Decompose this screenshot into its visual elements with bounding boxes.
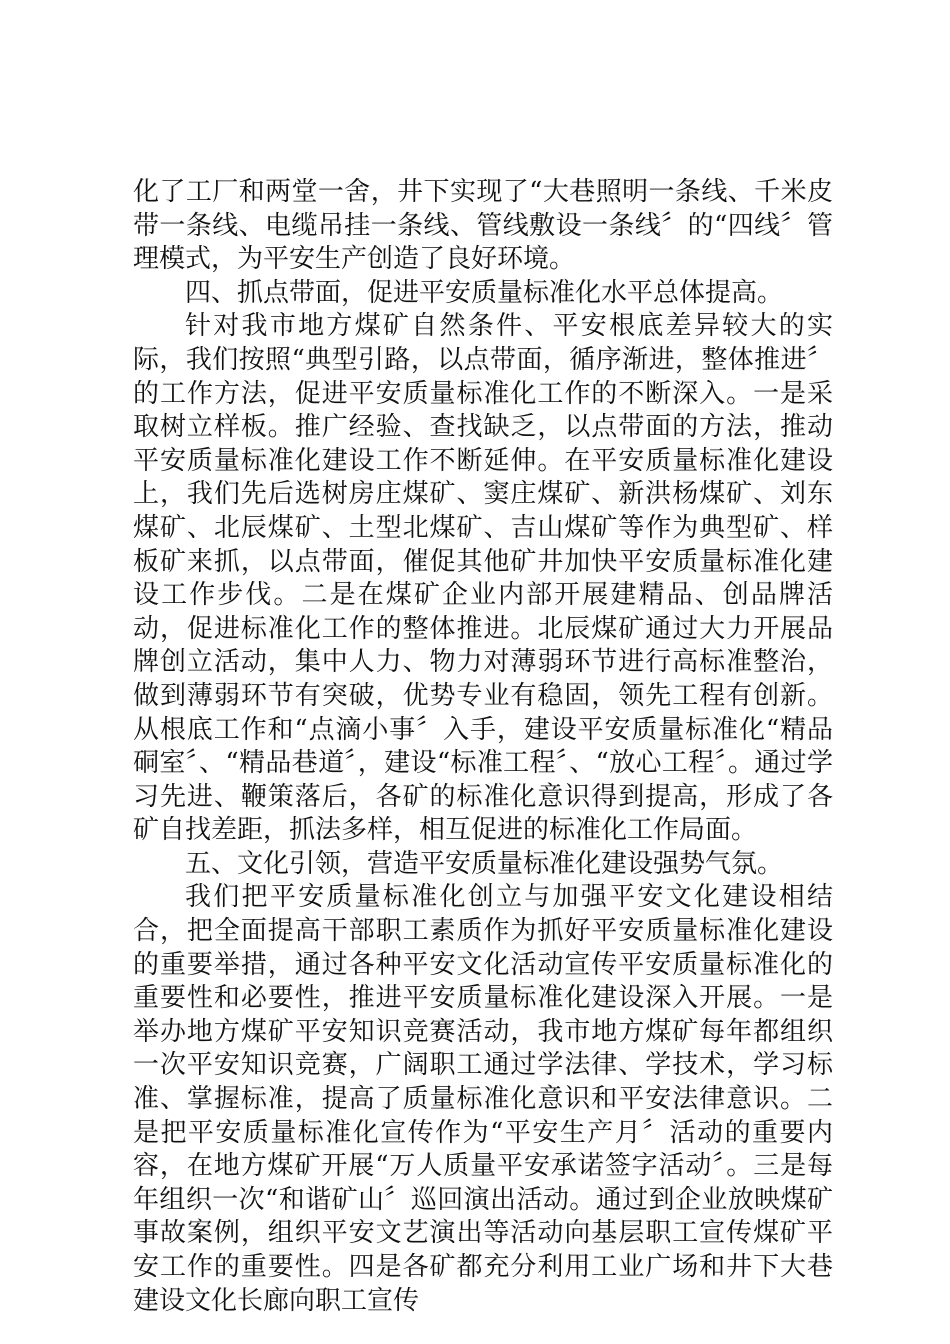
section-heading-five: 五、文化引领，营造平安质量标准化建设强势气氛。 xyxy=(185,848,784,879)
section-heading-four: 四、抓点带面，促进平安质量标准化水平总体提高。 xyxy=(185,277,784,308)
paragraph-section-five: 我们把平安质量标准化创立与加强平安文化建设相结合，把全面提高干部职工素质作为抓好平安质量标准化建设的重要举措，通过各种平安文化活动宣传平安质量标准化的重要性和必要性，推进平安质量标准化建设深入开展。一是举办地方煤矿平安知识竞赛活动，我市地方煤矿每年都组织一次平安知识竞赛，广阔职工通过学法律、学技术，学习标准、掌握标准，提高了质量标准化意识和平安法律意识。二是把平安质量标准化宣传作为“平安生产月〞活动的重要内容，在地方煤矿开展“万人质量平安承诺签字活动〞。三是每年组织一次“和谐矿山〞巡回演出活动。通过到企业放映煤矿事故案例，组织平安文艺演出等活动向基层职工宣传煤矿平安工作的重要性。四是各矿都充分利用工业广场和井下大巷建设文化长廊向职工宣传 xyxy=(133,882,833,1316)
paragraph-section-four: 针对我市地方煤矿自然条件、平安根底差异较大的实际，我们按照“典型引路，以点带面，循序渐进，整体推进〞的工作方法，促进平安质量标准化工作的不断深入。一是采取树立样板。推广经验、查找缺乏，以点带面的方法，推动平安质量标准化建设工作不断延伸。在平安质量标准化建设上，我们先后选树房庄煤矿、窦庄煤矿、新洪杨煤矿、刘东煤矿、北辰煤矿、土型北煤矿、吉山煤矿等作为典型矿、样板矿来抓，以点带面，催促其他矿井加快平安质量标准化建设工作步伐。二是在煤矿企业内部开展建精品、创品牌活动，促进标准化工作的整体推进。北辰煤矿通过大力开展品牌创立活动，集中人力、物力对薄弱环节进行高标准整治，做到薄弱环节有突破，优势专业有稳固，领先工程有创新。从根底工作和“点滴小事〞入手，建设平安质量标准化“精品硐室〞、“精品巷道〞，建设“标准工程〞、“放心工程〞。通过学习先进、鞭策落后，各矿的标准化意识得到提高，形成了各矿自找差距，抓法多样，相互促进的标准化工作局面。 xyxy=(133,311,833,846)
paragraph-continuation: 化了工厂和两堂一舍，井下实现了“大巷照明一条线、千米皮带一条线、电缆吊挂一条线、管线敷设一条线〞的“四线〞管理模式，为平安生产创造了良好环境。 xyxy=(133,177,833,275)
document-body xyxy=(133,176,833,1318)
